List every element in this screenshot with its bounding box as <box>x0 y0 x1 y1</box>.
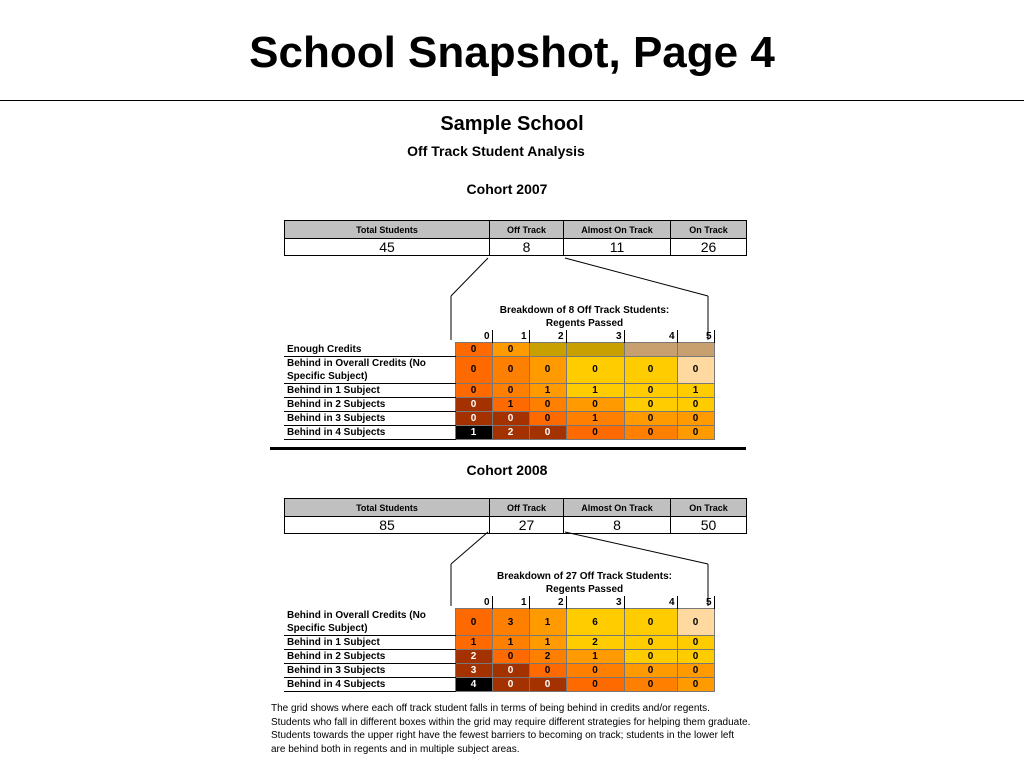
grid-cell: 0 <box>624 650 677 664</box>
header-almost-on-track: Almost On Track <box>564 499 671 517</box>
value-off-track: 27 <box>490 517 564 534</box>
grid-cell: 1 <box>529 636 566 650</box>
grid-cell: 0 <box>624 383 677 397</box>
value-almost-on-track: 11 <box>564 239 671 256</box>
value-total-students: 85 <box>285 517 490 534</box>
row-label: Behind in 2 Subjects <box>284 397 455 411</box>
school-name: Sample School <box>440 113 584 135</box>
grid-cell: 0 <box>677 664 714 678</box>
regents-col-4: 4 <box>624 596 677 609</box>
grid-cell: 0 <box>492 356 529 383</box>
header-off-track: Off Track <box>490 499 564 517</box>
grid-cell: 0 <box>529 356 566 383</box>
grid-cell: 0 <box>677 356 714 383</box>
grid-cell: 0 <box>624 678 677 692</box>
grid-cell: 1 <box>455 425 492 439</box>
grid-cell: 1 <box>677 383 714 397</box>
grid-cell: 0 <box>529 397 566 411</box>
grid-cell: 0 <box>566 425 624 439</box>
row-label: Enough Credits <box>284 343 455 357</box>
grid-cell: 1 <box>492 397 529 411</box>
grid-cell: 1 <box>455 636 492 650</box>
value-off-track: 8 <box>490 239 564 256</box>
grid-row <box>284 664 714 678</box>
row-label: Behind in 4 Subjects <box>284 425 455 439</box>
grid-cell: 3 <box>492 609 529 636</box>
grid-cell: 0 <box>492 411 529 425</box>
header-almost-on-track: Almost On Track <box>564 221 671 239</box>
value-almost-on-track: 8 <box>564 517 671 534</box>
grid-cell: 0 <box>492 650 529 664</box>
cohort-2008-regents-label: Regents Passed <box>545 583 624 595</box>
grid-cell: 0 <box>624 356 677 383</box>
regents-col-1: 1 <box>492 330 529 343</box>
row-label: Behind in 1 Subject <box>284 383 455 397</box>
cohort-2008-label: Cohort 2008 <box>466 462 548 478</box>
grid-cell: 0 <box>624 425 677 439</box>
row-label: Behind in Overall Credits (No Specific Subject) <box>284 356 455 383</box>
grid-row <box>284 650 714 664</box>
grid-cell: 0 <box>566 678 624 692</box>
regents-col-0: 0 <box>455 596 492 609</box>
grid-cell: 0 <box>529 411 566 425</box>
cohort-2007-breakdown-title: Breakdown of 8 Off Track Students: <box>499 305 670 316</box>
grid-cell: 2 <box>492 425 529 439</box>
grid-cell: 0 <box>624 609 677 636</box>
row-label: Behind in 3 Subjects <box>284 411 455 425</box>
grid-cell: 2 <box>566 636 624 650</box>
regents-col-1: 1 <box>492 596 529 609</box>
grid-cell: 0 <box>455 397 492 411</box>
grid-cell: 0 <box>529 425 566 439</box>
row-label: Behind in 1 Subject <box>284 636 455 650</box>
grid-cell: 0 <box>624 411 677 425</box>
grid-cell: 0 <box>677 636 714 650</box>
grid-cell: 0 <box>566 397 624 411</box>
grid-cell: 0 <box>529 678 566 692</box>
grid-cell: 6 <box>566 609 624 636</box>
grid-cell: 0 <box>624 664 677 678</box>
grid-cell: 0 <box>455 343 492 357</box>
regents-col-5: 5 <box>677 596 714 609</box>
grid-row <box>284 636 714 650</box>
grid-row <box>284 609 714 636</box>
grid-cell: 0 <box>624 636 677 650</box>
grid-cell: 0 <box>492 343 529 357</box>
grid-cell: 0 <box>455 356 492 383</box>
grid-cell: 2 <box>529 650 566 664</box>
header-total-students: Total Students <box>285 499 490 517</box>
grid-cell: 0 <box>677 609 714 636</box>
grid-cell: 1 <box>566 383 624 397</box>
value-on-track: 26 <box>671 239 747 256</box>
grid-cell: 0 <box>455 609 492 636</box>
grid-cell: 1 <box>529 609 566 636</box>
grid-cell: 1 <box>566 411 624 425</box>
grid-cell: 0 <box>529 664 566 678</box>
analysis-title: Off Track Student Analysis <box>407 143 585 159</box>
cohort-2007-label: Cohort 2007 <box>466 181 548 197</box>
header-total-students: Total Students <box>285 221 490 239</box>
value-total-students: 45 <box>285 239 490 256</box>
page-title: School Snapshot, Page 4 <box>249 28 775 77</box>
regents-col-3: 3 <box>566 330 624 343</box>
grid-cell: 0 <box>677 650 714 664</box>
grid-cell: 1 <box>492 636 529 650</box>
regents-col-5: 5 <box>677 330 714 343</box>
row-label: Behind in 3 Subjects <box>284 664 455 678</box>
grid-cell: 0 <box>677 425 714 439</box>
value-on-track: 50 <box>671 517 747 534</box>
grid-cell: 0 <box>492 664 529 678</box>
cohort-2008-breakdown-grid <box>284 564 715 692</box>
row-label: Behind in Overall Credits (No Specific Subject) <box>284 609 455 636</box>
regents-col-4: 4 <box>624 330 677 343</box>
grid-cell: 3 <box>455 664 492 678</box>
grid-cell: 1 <box>529 383 566 397</box>
header-off-track: Off Track <box>490 221 564 239</box>
grid-cell: 0 <box>566 356 624 383</box>
grid-cell: 2 <box>455 650 492 664</box>
regents-col-3: 3 <box>566 596 624 609</box>
grid-cell: 0 <box>677 397 714 411</box>
grid-cell: 0 <box>492 678 529 692</box>
row-label: Behind in 4 Subjects <box>284 678 455 692</box>
row-label: Behind in 2 Subjects <box>284 650 455 664</box>
cohort-2007-regents-label: Regents Passed <box>545 317 624 329</box>
grid-cell: 1 <box>566 650 624 664</box>
regents-col-2: 2 <box>529 596 566 609</box>
cohort-2008-breakdown-title: Breakdown of 27 Off Track Students: <box>496 571 673 582</box>
grid-row <box>284 678 714 692</box>
grid-cell: 4 <box>455 678 492 692</box>
footnote-text: The grid shows where each off track student falls in terms of being behind in credits and/or regents. Students who fall in different boxes within the grid may require different strategies for helping them graduate. Students towards the upper right have the fewest barriers to becoming on track; students in the lower left are behind both in regents and in multiple subject areas. <box>271 703 751 755</box>
grid-cell: 0 <box>492 383 529 397</box>
grid-cell: 0 <box>677 411 714 425</box>
grid-cell: 0 <box>455 383 492 397</box>
grid-cell: 0 <box>566 664 624 678</box>
header-on-track: On Track <box>671 499 747 517</box>
grid-cell: 0 <box>624 397 677 411</box>
regents-col-2: 2 <box>529 330 566 343</box>
grid-cell: 0 <box>455 411 492 425</box>
grid-cell: 0 <box>677 678 714 692</box>
regents-col-0: 0 <box>455 330 492 343</box>
header-on-track: On Track <box>671 221 747 239</box>
